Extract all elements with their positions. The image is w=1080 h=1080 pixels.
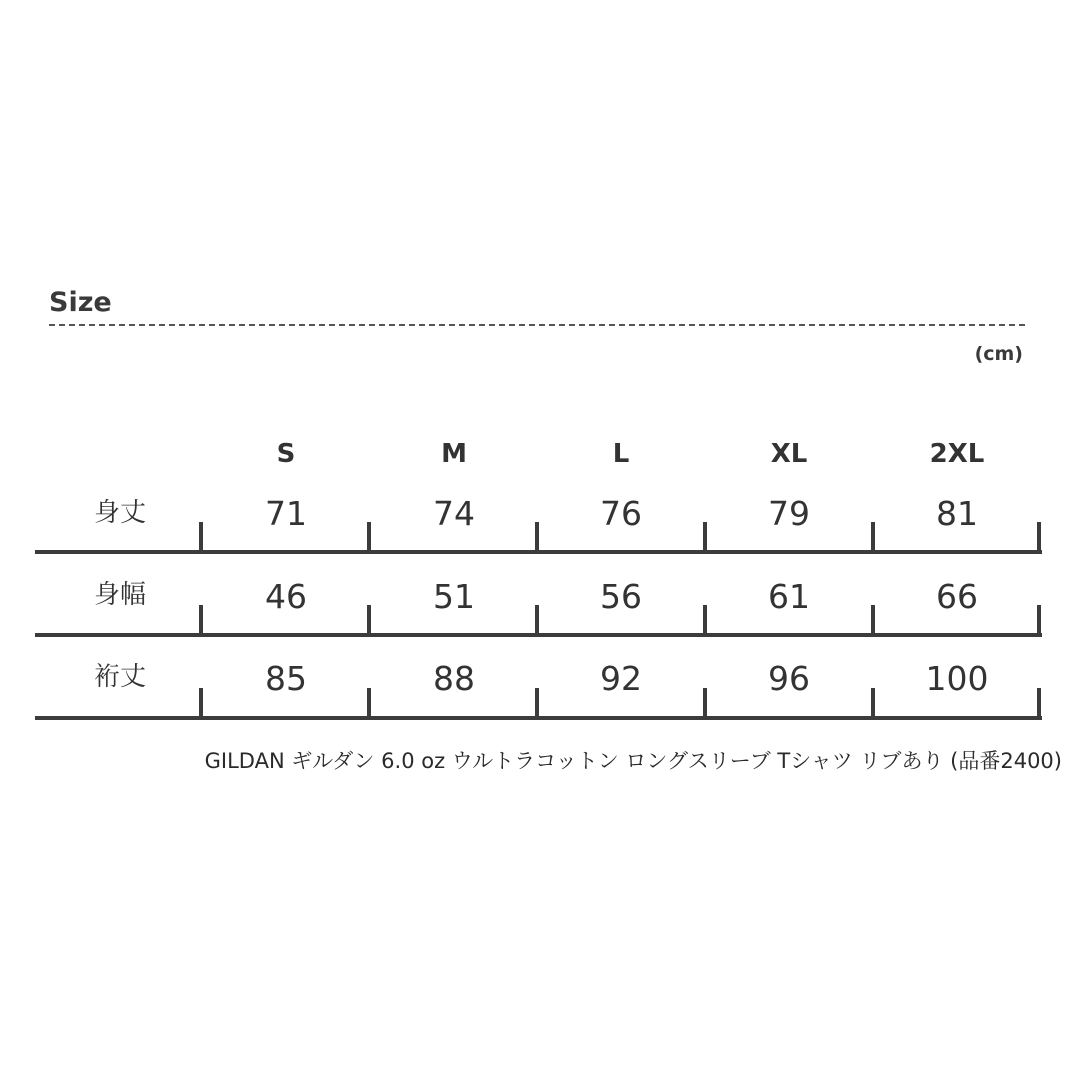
column-tick bbox=[703, 605, 707, 635]
column-tick bbox=[703, 688, 707, 718]
table-cell: 66 bbox=[936, 577, 978, 616]
column-tick bbox=[199, 605, 203, 635]
table-cell: 46 bbox=[265, 577, 307, 616]
column-tick bbox=[199, 688, 203, 718]
table-cell: 76 bbox=[600, 494, 642, 533]
table-cell: 100 bbox=[925, 659, 989, 698]
heading-dashed-divider bbox=[49, 324, 1025, 326]
table-cell: 51 bbox=[433, 577, 475, 616]
column-tick bbox=[703, 522, 707, 552]
column-tick bbox=[199, 522, 203, 552]
column-tick bbox=[871, 605, 875, 635]
table-cell: 56 bbox=[600, 577, 642, 616]
column-tick bbox=[1037, 688, 1041, 718]
column-tick bbox=[871, 522, 875, 552]
column-tick bbox=[535, 522, 539, 552]
column-tick bbox=[367, 522, 371, 552]
size-header-2xl: 2XL bbox=[929, 439, 985, 469]
product-caption: GILDAN ギルダン 6.0 oz ウルトラコットン ロングスリーブ Tシャツ リブあり (品番2400) bbox=[204, 749, 1062, 773]
section-heading: Size bbox=[49, 287, 112, 318]
row-label-body-length: 身丈 bbox=[93, 498, 146, 528]
row-label-body-width: 身幅 bbox=[93, 580, 146, 610]
column-tick bbox=[1037, 605, 1041, 635]
table-cell: 81 bbox=[936, 494, 978, 533]
table-cell: 74 bbox=[433, 494, 475, 533]
column-tick bbox=[367, 605, 371, 635]
table-cell: 79 bbox=[768, 494, 810, 533]
table-cell: 71 bbox=[265, 494, 307, 533]
size-header-m: M bbox=[441, 439, 467, 469]
size-header-xl: XL bbox=[770, 439, 808, 469]
size-header-l: L bbox=[612, 439, 630, 469]
row-label-sleeve-length: 裄丈 bbox=[93, 662, 146, 692]
column-tick bbox=[1037, 522, 1041, 552]
table-cell: 88 bbox=[433, 659, 475, 698]
column-tick bbox=[535, 605, 539, 635]
table-cell: 85 bbox=[265, 659, 307, 698]
column-tick bbox=[367, 688, 371, 718]
size-header-s: S bbox=[276, 439, 296, 469]
column-tick bbox=[871, 688, 875, 718]
table-cell: 96 bbox=[768, 659, 810, 698]
table-cell: 92 bbox=[600, 659, 642, 698]
table-cell: 61 bbox=[768, 577, 810, 616]
unit-label: (cm) bbox=[974, 343, 1023, 365]
column-tick bbox=[535, 688, 539, 718]
